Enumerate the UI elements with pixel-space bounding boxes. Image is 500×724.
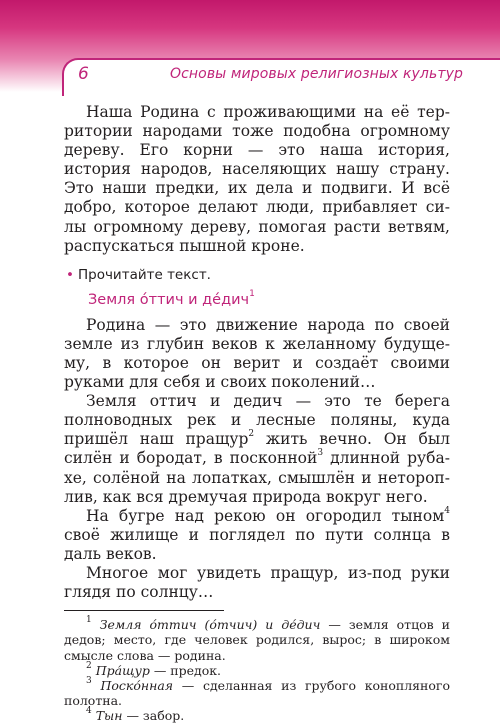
footnote-term: Поско́нная <box>100 677 174 693</box>
paragraph-text: длинной рубахе, солёной на лопатках, смышлён и нетороплив, как вся дремучая природа вокруг него. <box>64 449 450 506</box>
footnote-marker: 3 <box>317 448 324 459</box>
footnote-divider <box>64 610 224 611</box>
paragraph-text: жить вечно. Он был силён и бородат, в посконной <box>64 430 450 468</box>
footnote-definition: — земля отцов и дедов; место, где человек родился, вырос; в широком смысле слова — родина. <box>64 617 450 663</box>
footnote-marker: 1 <box>249 288 255 299</box>
intro-paragraph: Наша Родина с проживающими на её территории народами тоже подобна огромному дереву. Его корни — это наша история, история народов, населяющих нашу страну. Это наши предки, их дела и подвиги. И всё добро, которое делают люди, прибавляет силы огромному дереву, помогая расти ветвям, распускаться пышной кроне. <box>64 103 450 255</box>
footnote-definition: — предок. <box>149 662 222 678</box>
footnote-number: 3 <box>86 675 92 686</box>
footnote-1 <box>64 617 450 663</box>
task-item <box>66 266 450 284</box>
text-paragraph-1: Родина — это движение народа по своей земле из глубин веков к желанному будущему, в которое он верит и создаёт своими руками для себя и своих поколений… <box>64 315 450 392</box>
footnote-2 <box>64 660 450 678</box>
page-content <box>64 103 450 724</box>
section-title-text: Земля о́ттич и де́дич <box>88 291 250 308</box>
footnote-marker: 2 <box>248 429 255 440</box>
footnote-term: Пра́щур <box>95 662 150 678</box>
bullet-icon: • <box>66 266 74 283</box>
footnote-3 <box>64 675 450 709</box>
paragraph-text: Земля оттич и дедич — это те берега полноводных рек и лесные поляны, куда пришёл наш пращур <box>64 392 450 449</box>
footnote-number: 4 <box>86 706 92 717</box>
footnote-4 <box>64 708 450 723</box>
footnote-term: Тын <box>95 708 123 724</box>
text-paragraph-2 <box>64 392 450 507</box>
paragraph-text: На бугре над рекою он огородил тыном <box>86 506 445 525</box>
page-number: 6 <box>78 64 89 84</box>
paragraph-text: своё жилище и поглядел по пути солнца в даль веков. <box>64 525 450 563</box>
footnote-term: Земля о́ттич (о́тчич) и де́дич <box>99 617 321 633</box>
footnote-number: 1 <box>86 615 92 625</box>
running-title: Основы мировых религиозных культур <box>170 66 463 82</box>
text-paragraph-4: Многое мог увидеть пращур, из-под руки глядя по солнцу… <box>64 563 450 602</box>
footnote-number: 2 <box>86 660 92 671</box>
task-text: Прочитайте текст. <box>77 266 211 283</box>
footnote-definition: — сделанная из грубого конопляного полотна. <box>64 677 450 709</box>
section-title <box>88 290 450 310</box>
text-paragraph-3 <box>64 507 450 564</box>
footnote-marker: 4 <box>444 505 450 516</box>
footnote-definition: — забор. <box>122 708 185 724</box>
